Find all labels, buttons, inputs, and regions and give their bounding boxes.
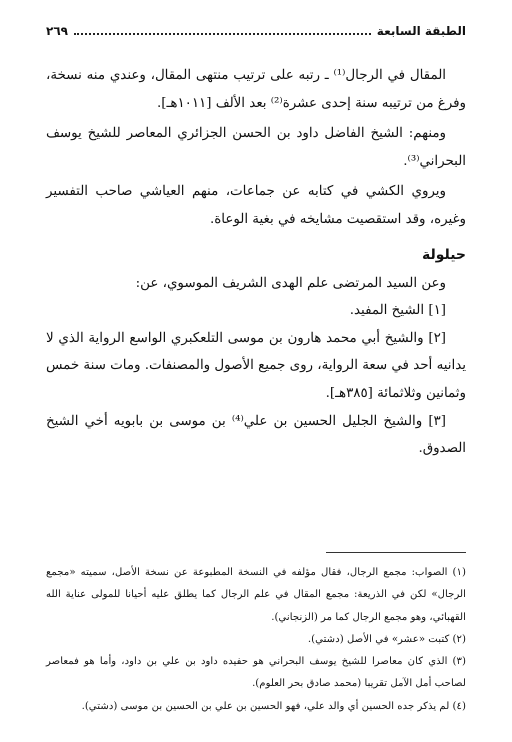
footnote-divider <box>326 552 466 553</box>
list-item-1: [١] الشيخ المفيد. <box>349 303 446 319</box>
header-dot-leader <box>74 33 371 35</box>
section-heading: حيلولة <box>421 246 466 263</box>
footnote-3: (٣) الذي كان معاصرا للشيخ يوسف البحراني هو حفيده داود بن علي بن داود، وأما هو فمعاصر لصاحب أمل الآمل تقريبا (محمد صادق بحر العلوم). <box>46 656 466 690</box>
list-item-2: [٢] والشيخ أبي محمد هارون بن موسى التلعكبري الواسع الرواية الذي لا يدانيه أحد في سعة الرواية، روى جميع الأصول والمصنفات. ومات سنة خمس وثمانين وثلاثمائة [٣٨٥هـ]. <box>46 330 466 401</box>
paragraph-3: ويروي الكشي في كتابه عن جماعات، منهم العياشي صاحب التفسير وغيره، وقد استقصيت مشايخه في بغية الوعاة. <box>46 184 466 227</box>
list-item-3: [٣] والشيخ الجليل الحسين بن علي⁽⁴⁾ بن موسى بن بابويه أخي الشيخ الصدوق. <box>46 413 466 457</box>
intro-line: وعن السيد المرتضى علم الهدى الشريف الموسوي، عن: <box>135 275 446 291</box>
page-number: ٢٦٩ <box>46 24 68 38</box>
paragraph-2: ومنهم: الشيخ الفاضل داود بن الحسن الجزائري المعاصر للشيخ يوسف البحراني⁽³⁾. <box>46 126 466 169</box>
footnote-1: (١) الصواب: مجمع الرجال، فقال مؤلفه في النسخة المطبوعة عن نسخة الأصل، سميته «مجمع الرجال» لكن في الذريعة: مجمع المقال في علم الرجال كما يطلق عليه أحيانا للمولى عناية الله القهبائي، وهو مجمع الرجال كما مر (الزنجاني). <box>46 567 466 623</box>
footnote-4: (٤) لم يذكر جده الحسين أي والد علي، فهو الحسين بن علي بن الحسين بن موسى (دشتي). <box>81 700 466 712</box>
footnotes <box>46 562 466 718</box>
running-header <box>46 22 466 40</box>
main-text <box>46 62 466 463</box>
chapter-title: الطبقة السابعة <box>376 24 466 38</box>
footnote-2: (٢) كتبت «عشر» في الأصل (دشتي). <box>307 633 466 645</box>
paragraph-1: المقال في الرجال⁽¹⁾ ـ رتبه على ترتيب منتهى المقال، وعندي منه نسخة، وفرغ من ترتيبه سنة إحدى عشرة⁽²⁾ بعد الألف [١٠١١هـ]. <box>46 68 466 111</box>
